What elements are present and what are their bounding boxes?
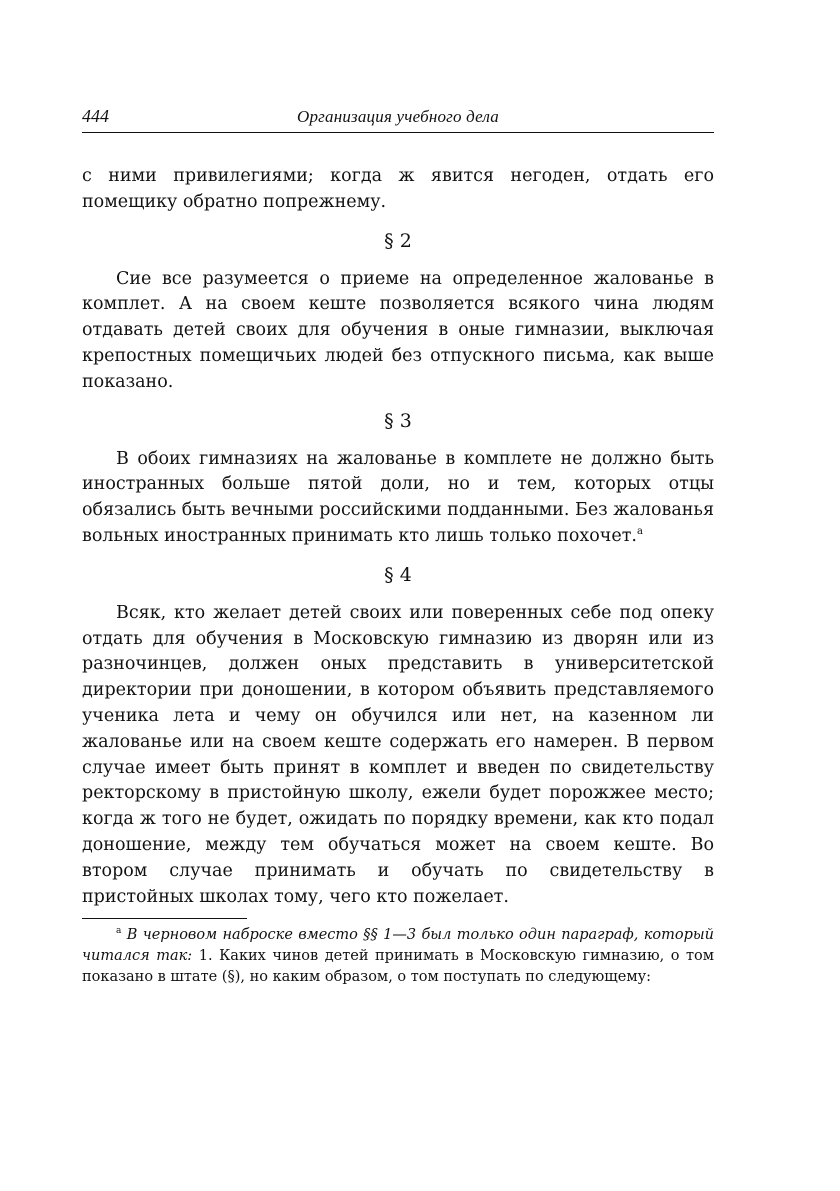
section-heading-3: § 3 (384, 409, 412, 432)
section-heading-4: § 4 (384, 563, 412, 586)
main-text (82, 164, 714, 910)
page-header (82, 104, 714, 133)
paragraph-section-3-text: В обоих гимназиях на жалованье в комплете не должно быть иностранных больше пятой доли, но и тем, которых отцы обязались быть вечными российскими подданными. Без жалованья вольных иностранных принимать кто лишь только похочет. (82, 448, 714, 546)
footnote-text: 1. Каких чинов детей принимать в Московскую гимназию, о том показано в штате (§), но каким образом, о том поступать по следующему: (82, 948, 714, 986)
paragraph-section-4: Всяк, кто желает детей своих или поверенных себе под опеку отдать для обучения в Московскую гимназию из дворян или из разночинцев, должен оных представить в университетской директории при доношении, в котором объявить представляемого ученика лета и чему он обучился или нет, на казенном ли жалованье или на своем кеште содержать его намерен. В первом случае имеет быть принят в комплет и введен по свидетельству ректорскому в пристойную школу, ежели будет порожжее место; когда ж того не будет, ожидать по порядку времени, как кто подал доношение, между тем обучаться может на своем кеште. Во втором случае принимать и обучать по свидетельству в пристойных школах тому, чего кто пожелает. (82, 602, 714, 907)
footnote (82, 925, 714, 988)
paragraph-section-3 (82, 447, 714, 550)
page-number: 444 (82, 106, 109, 126)
paragraph-continuation: с ними привилегиями; когда ж явится негоден, отдать его помещику обратно попрежнему. (82, 166, 714, 212)
footnote-marker: а (116, 926, 122, 937)
footnotes-area (82, 918, 715, 988)
book-page (82, 104, 714, 988)
running-title: Организация учебного дела (296, 107, 500, 126)
section-heading-2: § 2 (384, 229, 412, 252)
footnote-italic-text: В черновом наброске вместо §§ 1—3 был только один параграф, который читался так: (82, 927, 715, 965)
footnote-reference: а (636, 526, 643, 538)
paragraph-section-2: Сие все разумеется о приеме на определенное жалованье в комплет. А на своем кеште позволяется всякого чина людям отдавать детей своих для обучения в оные гимназии, выключая крепостных помещичьих людей без отпускного письма, как выше показано. (82, 268, 714, 392)
